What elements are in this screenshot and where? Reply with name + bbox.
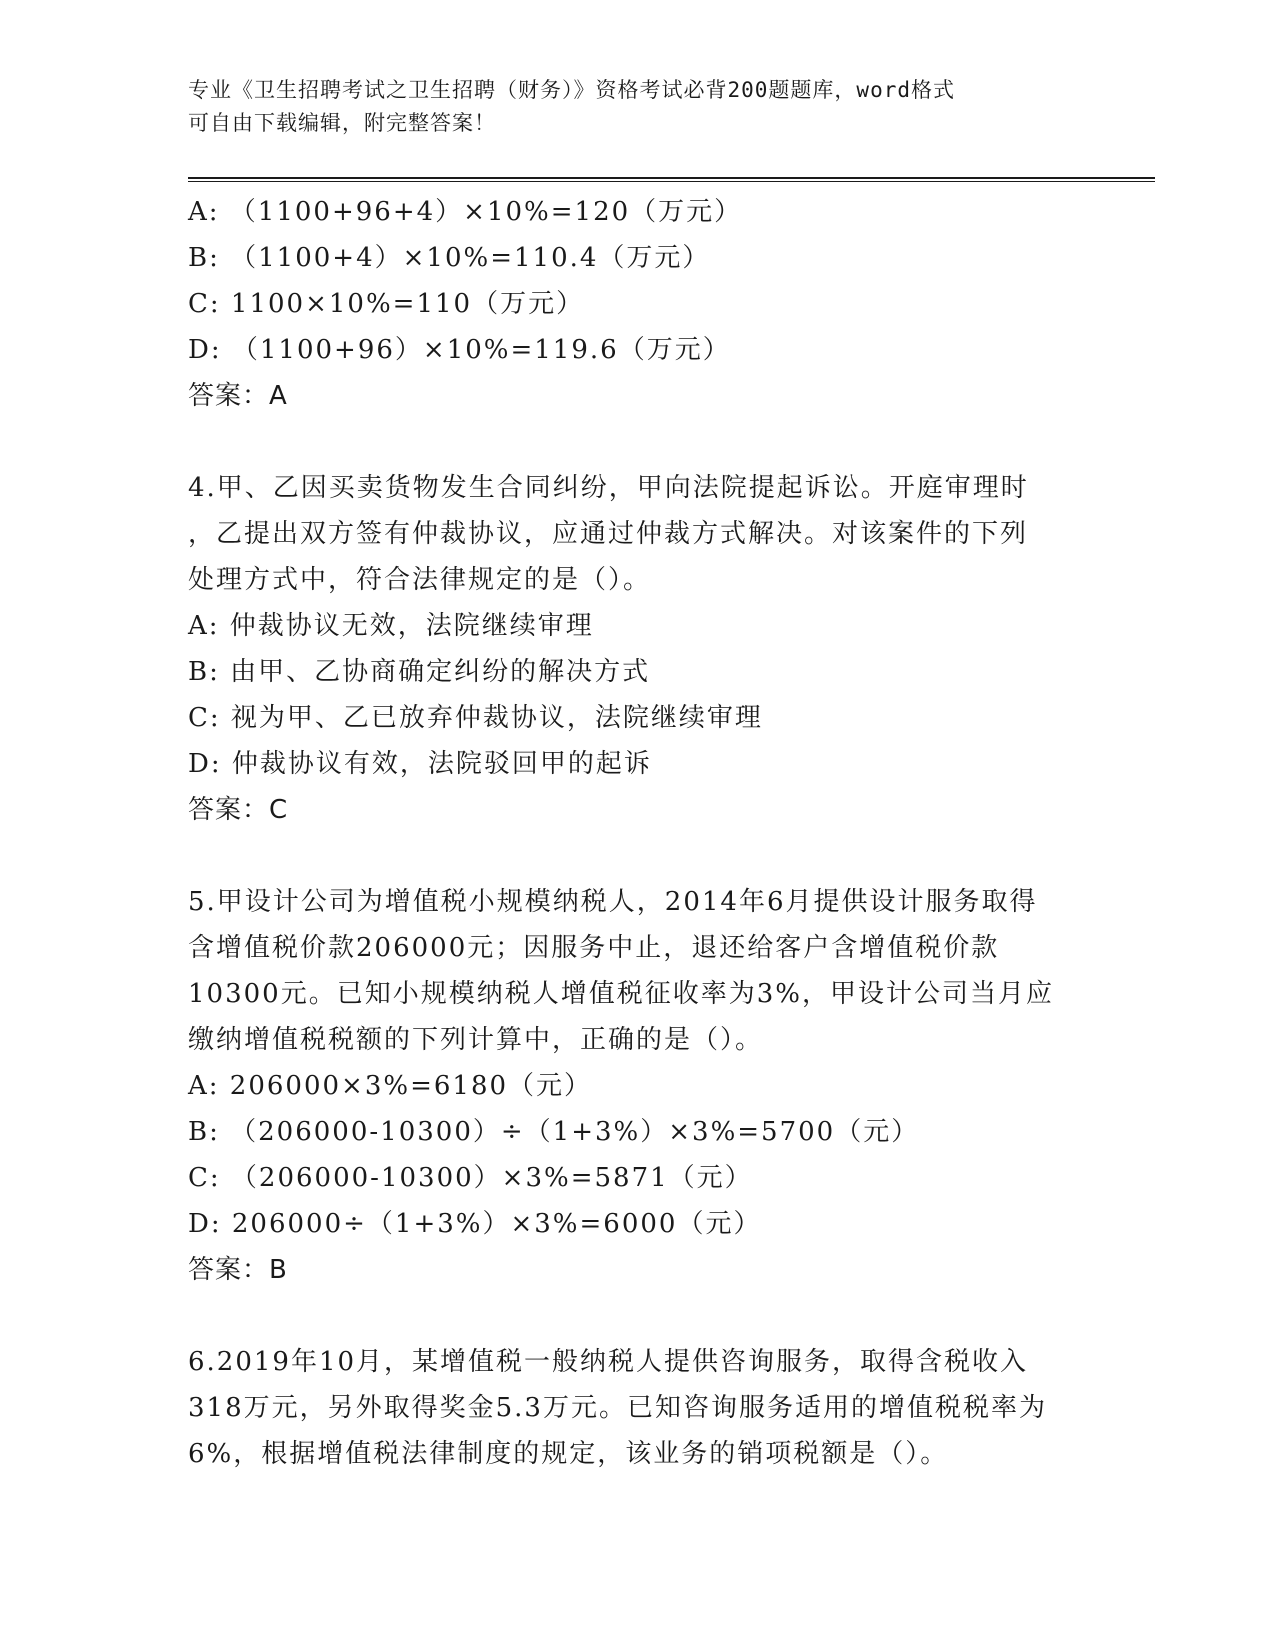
q5-option-a: A: 206000×3%=6180（元） <box>188 1071 593 1101</box>
spacer <box>188 833 1088 879</box>
q5-stem-line-2: 含增值税价款206000元；因服务中止，退还给客户含增值税价款 <box>188 933 1000 963</box>
question-3 <box>188 189 1088 419</box>
q4-stem-line-3: 处理方式中，符合法律规定的是（）。 <box>188 565 652 595</box>
q4-stem-line-2: ，乙提出双方签有仲裁协议，应通过仲裁方式解决。对该案件的下列 <box>188 519 1029 549</box>
page-header <box>188 74 1068 140</box>
header-title-line-1: 专业《卫生招聘考试之卫生招聘（财务）》资格考试必背200题题库，word格式 <box>188 78 955 102</box>
q5-option-b: B: （206000-10300）÷（1+3%）×3%=5700（元） <box>188 1117 920 1147</box>
q6-stem-line-1: 6.2019年10月，某增值税一般纳税人提供咨询服务，取得含税收入 <box>188 1347 1029 1377</box>
q4-stem-line-1: 4.甲、乙因买卖货物发生合同纠纷，甲向法院提起诉讼。开庭审理时 <box>188 473 1029 503</box>
q3-option-c: C: 1100×10%=110（万元） <box>188 289 585 319</box>
q3-answer: 答案：A <box>188 381 288 411</box>
q5-stem-line-1: 5.甲设计公司为增值税小规模纳税人，2014年6月提供设计服务取得 <box>188 887 1038 917</box>
q4-option-d: D: 仲裁协议有效，法院驳回甲的起诉 <box>188 749 652 779</box>
header-divider-thin <box>188 181 1155 182</box>
q5-answer: 答案：B <box>188 1255 288 1285</box>
q6-stem-line-3: 6%，根据增值税法律制度的规定，该业务的销项税额是（）。 <box>188 1439 949 1469</box>
spacer <box>188 1293 1088 1339</box>
q4-option-c: C: 视为甲、乙已放弃仲裁协议，法院继续审理 <box>188 703 763 733</box>
q5-option-c: C: （206000-10300）×3%=5871（元） <box>188 1163 753 1193</box>
header-title-line-2: 可自由下载编辑，附完整答案！ <box>188 111 496 135</box>
q4-option-b: B: 由甲、乙协商确定纠纷的解决方式 <box>188 657 651 687</box>
q3-option-d: D: （1100+96）×10%=119.6（万元） <box>188 335 731 365</box>
question-6 <box>188 1339 1088 1477</box>
q4-answer: 答案：C <box>188 795 289 825</box>
q3-option-a: A: （1100+96+4）×10%=120（万元） <box>188 197 743 227</box>
header-divider-thick <box>188 177 1155 179</box>
q3-option-b: B: （1100+4）×10%=110.4（万元） <box>188 243 711 273</box>
q6-stem-line-2: 318万元，另外取得奖金5.3万元。已知咨询服务适用的增值税税率为 <box>188 1393 1047 1423</box>
q5-stem-line-4: 缴纳增值税税额的下列计算中，正确的是（）。 <box>188 1025 764 1055</box>
question-5 <box>188 879 1088 1293</box>
q4-option-a: A: 仲裁协议无效，法院继续审理 <box>188 611 594 641</box>
q5-option-d: D: 206000÷（1+3%）×3%=6000（元） <box>188 1209 762 1239</box>
question-4 <box>188 465 1088 833</box>
question-content <box>188 189 1088 1477</box>
spacer <box>188 419 1088 465</box>
q5-stem-line-3: 10300元。已知小规模纳税人增值税征收率为3%，甲设计公司当月应 <box>188 979 1054 1009</box>
